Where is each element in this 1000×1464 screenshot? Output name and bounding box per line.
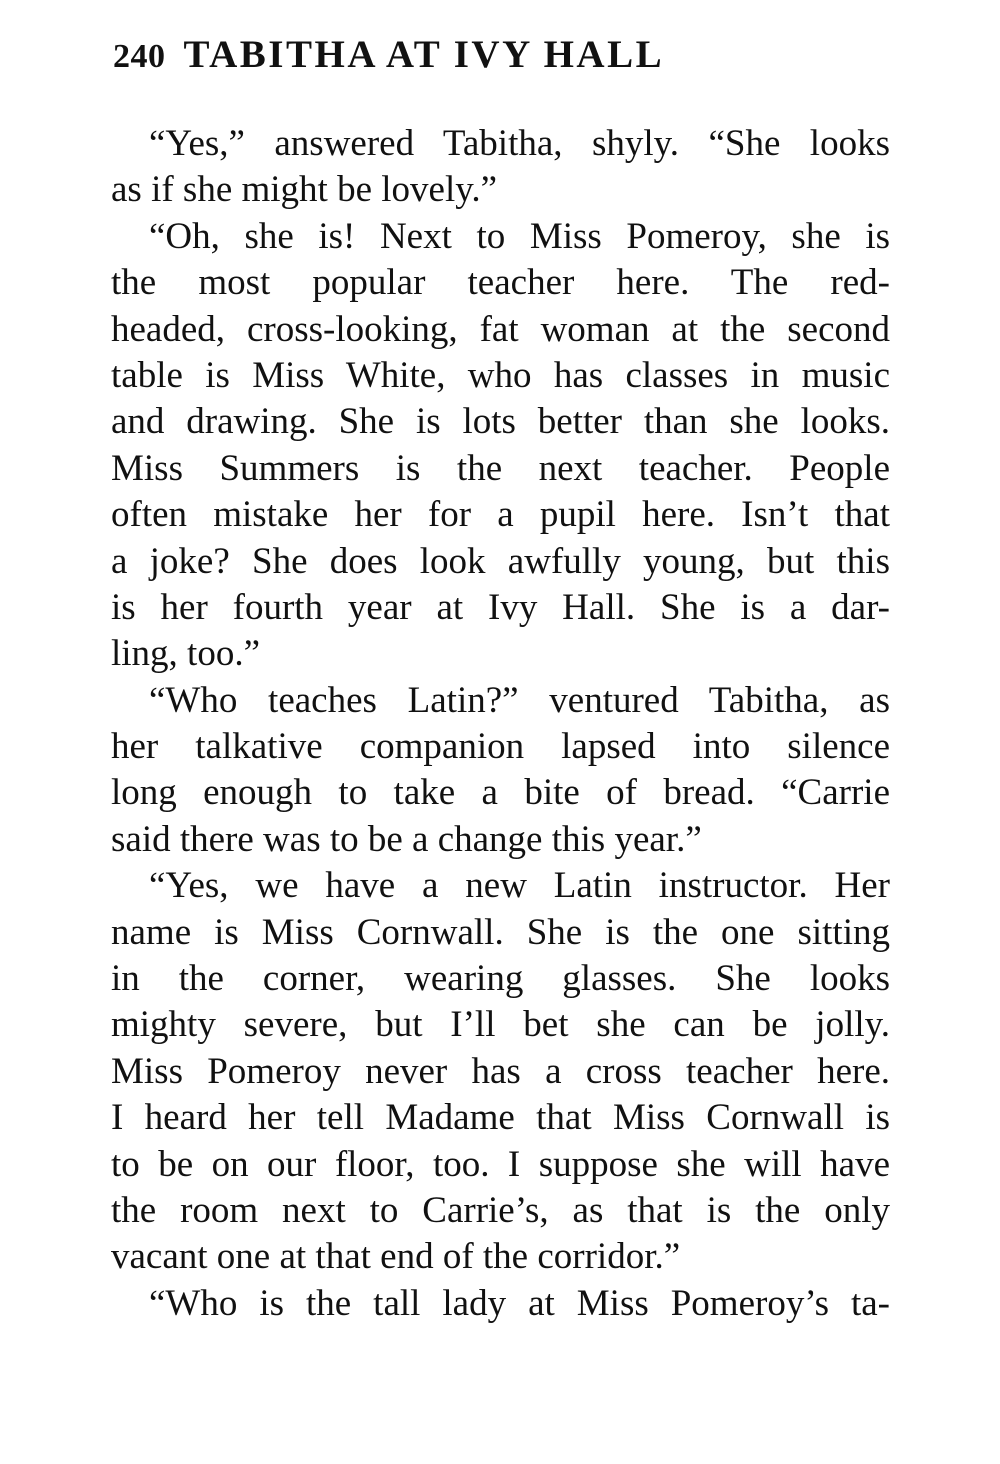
text-line: often mistake her for a pupil here. Isn’t that: [111, 494, 890, 536]
text-line: in the corner, wearing glasses. She looks: [111, 958, 890, 1000]
text-line: Miss Pomeroy never has a cross teacher here.: [111, 1050, 890, 1092]
text-line: mighty severe, but I’ll bet she can be jolly.: [111, 1004, 890, 1046]
text-line: is her fourth year at Ivy Hall. She is a dar-: [111, 586, 890, 628]
text-line: ling, too.”: [111, 633, 261, 675]
body-text: [111, 121, 890, 1327]
text-line: said there was to be a change this year.”: [111, 818, 702, 860]
text-line: headed, cross-looking, fat woman at the second: [111, 308, 890, 350]
text-line: “Oh, she is! Next to Miss Pomeroy, she is: [149, 215, 890, 257]
text-line: and drawing. She is lots better than she looks.: [111, 401, 890, 443]
text-line: her talkative companion lapsed into silence: [111, 726, 890, 768]
text-line: “Yes, we have a new Latin instructor. Her: [149, 865, 890, 907]
text-line: to be on our floor, too. I suppose she will have: [111, 1143, 890, 1185]
text-line: “Who is the tall lady at Miss Pomeroy’s ta-: [149, 1282, 890, 1324]
book-title: TABITHA AT IVY HALL: [183, 33, 665, 76]
text-line: “Yes,” answered Tabitha, shyly. “She looks: [149, 123, 890, 164]
text-line: the room next to Carrie’s, as that is the only: [111, 1189, 890, 1231]
text-line: long enough to take a bite of bread. “Carrie: [111, 772, 890, 814]
page-number: 240: [113, 38, 166, 75]
text-line: “Who teaches Latin?” ventured Tabitha, as: [149, 679, 890, 721]
text-line: the most popular teacher here. The red-: [111, 262, 890, 304]
text-line: table is Miss White, who has classes in music: [111, 354, 890, 396]
text-line: I heard her tell Madame that Miss Cornwall is: [111, 1097, 890, 1139]
text-line: Miss Summers is the next teacher. People: [111, 447, 890, 489]
running-head: [113, 30, 893, 80]
text-line: a joke? She does look awfully young, but this: [111, 540, 890, 582]
text-line: vacant one at that end of the corridor.”: [111, 1236, 681, 1278]
text-line: name is Miss Cornwall. She is the one sitting: [111, 911, 890, 953]
text-line: as if she might be lovely.”: [111, 169, 498, 211]
